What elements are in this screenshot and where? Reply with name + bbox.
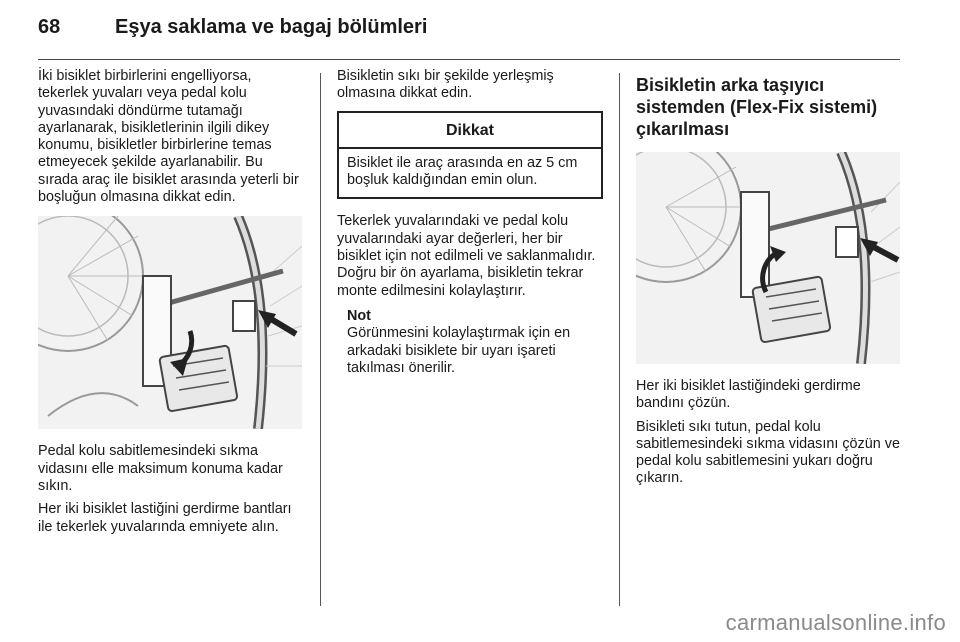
watermark: carmanualsonline.info [725, 610, 946, 635]
page-number: 68 [38, 16, 61, 38]
paragraph: Her iki bisiklet lastiğini gerdirme bantları ile tekerlek yuvalarında emniyete alın. [38, 501, 292, 535]
paragraph: Tekerlek yuvalarındaki ve pedal kolu yuvalarındaki ayar değerleri, her bir bisiklet için not edilmeli ve saklanmalıdır. Doğru bir ön ayarlama, bisikletin tekrar monte edilmesini kolaylaştırır. [337, 213, 596, 299]
column-divider-2 [619, 73, 620, 606]
paragraph: Bisikletin sıkı bir şekilde yerleşmiş olmasına dikkat edin. [337, 68, 554, 102]
paragraph: Pedal kolu sabitlemesindeki sıkma vidasını elle maksimum konuma kadar sıkın. [38, 443, 283, 494]
column-2 [337, 68, 603, 377]
page-header [38, 16, 427, 39]
warning-box [337, 111, 603, 200]
column-1 [38, 68, 304, 542]
note-text: Görünmesini kolaylaştırmak için en arkadaki bisiklete bir uyarı işareti takılması önerilir. [347, 325, 571, 376]
bike-carrier-illustration-1 [38, 216, 302, 429]
note-title: Not [347, 307, 371, 324]
section-heading: Bisikletin arka taşıyıcı sistemden (Flex-Fix sistemi) çıkarılması [636, 75, 878, 139]
paragraph: İki bisiklet birbirlerini engelliyorsa, tekerlek yuvaları veya pedal kolu yuvasındaki döndürme tutamağı ayarlanarak, bisikletlerinin ilgili dikey konumu, bisikletler birbirlerine temas etmeyecek şekilde ayarlanabilir. Bu sırada araç ile bisiklet arasında yeterli bir boşluğun olmasına dikkat edin. [38, 68, 299, 206]
chapter-title: Eşya saklama ve bagaj bölümleri [115, 16, 428, 38]
note-box [347, 308, 603, 377]
paragraph: Her iki bisiklet lastiğindeki gerdirme bandını çözün. [636, 378, 861, 412]
warning-title: Dikkat [339, 113, 601, 149]
column-divider-1 [320, 73, 321, 606]
paragraph: Bisikleti sıkı tutun, pedal kolu sabitlemesindeki sıkma vidasını çözün ve pedal kolu sabitlemesini yukarı doğru çıkarın. [636, 418, 900, 487]
column-3 [636, 68, 902, 494]
bike-carrier-illustration-2 [636, 152, 900, 364]
header-divider [38, 59, 900, 60]
warning-text: Bisiklet ile araç arasında en az 5 cm boşluk kaldığından emin olun. [347, 154, 578, 189]
